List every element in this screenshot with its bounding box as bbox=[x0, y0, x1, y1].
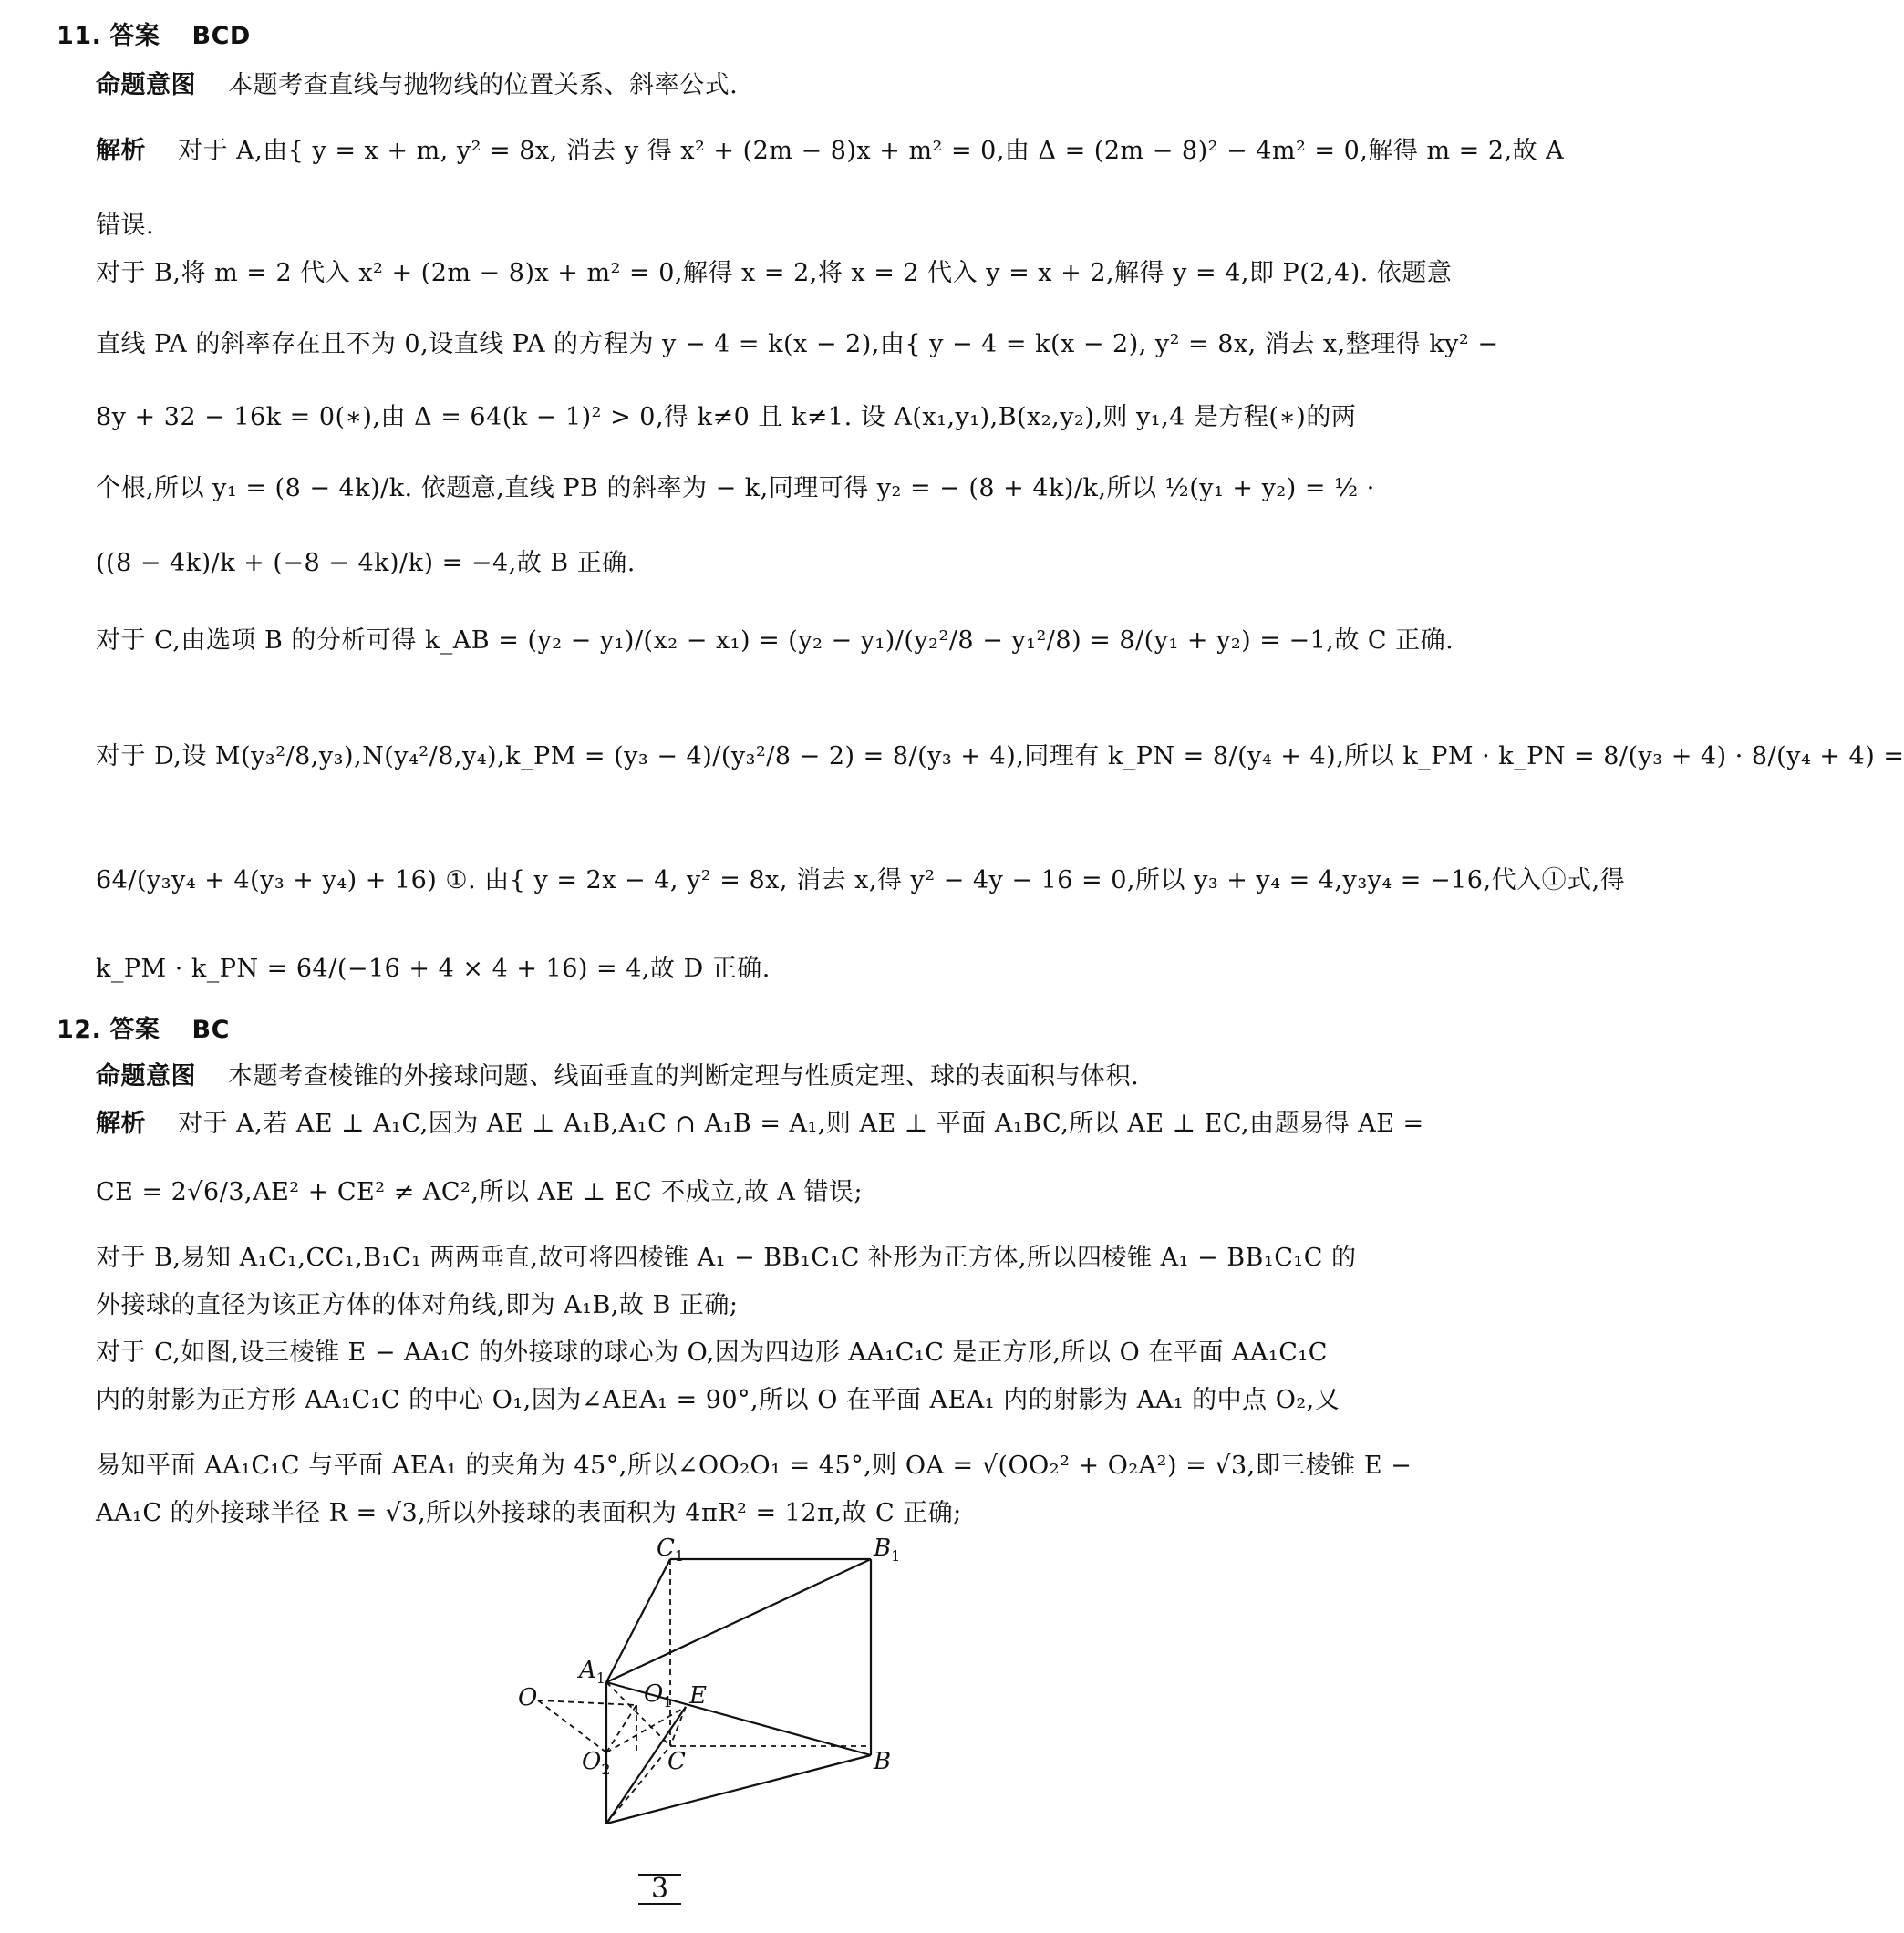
label-o2: $O_2$ bbox=[582, 1748, 611, 1778]
edge-c1-a1 bbox=[606, 1559, 670, 1682]
q11-analysis-label: 解析 bbox=[96, 137, 146, 165]
label-o1: $O_1$ bbox=[644, 1680, 673, 1711]
edge-o-o1 bbox=[538, 1700, 636, 1705]
label-o: O bbox=[518, 1684, 538, 1711]
q12-line-2: CE = 2√6/3,AE² + CE² ≠ AC²,所以 AE ⊥ EC 不成立,故 A 错误; bbox=[96, 1178, 864, 1206]
q12-intent: 本题考查棱锥的外接球问题、线面垂直的判断定理与性质定理、球的表面积与体积. bbox=[228, 1062, 1140, 1091]
label-b1: $B_1$ bbox=[874, 1535, 901, 1565]
q11-line-10: 64/(y₃y₄ + 4(y₃ + y₄) + 16) ①. 由{ y = 2x − 4, y² = 8x, 消去 x,得 y² − 4y − 16 = 0,所以 y₃ + y₄ = 4,y₃y₄ = −16,代入①式,得 bbox=[96, 866, 1626, 894]
q11-number: 11. bbox=[57, 22, 102, 50]
q11-line-11: k_PM · k_PN = 64/(−16 + 4 × 4 + 16) = 4,故 D 正确. bbox=[96, 955, 771, 983]
q11-line-6: 个根,所以 y₁ = (8 − 4k)/k. 依题意,直线 PB 的斜率为 − k,同理可得 y₂ = − (8 + 4k)/k,所以 ½(y₁ + y₂) = ½ · bbox=[96, 474, 1375, 502]
q12-line-8: AA₁C 的外接球半径 R = √3,所以外接球的表面积为 4πR² = 12π,故 C 正确; bbox=[96, 1499, 962, 1527]
q11-line-8: 对于 C,由选项 B 的分析可得 k_AB = (y₂ − y₁)/(x₂ − x₁) = (y₂ − y₁)/(y₂²/8 − y₁²/8) = 8/(y₁ + y₂) = −1,故 C 正确. bbox=[96, 626, 1454, 655]
q11-line-3: 对于 B,将 m = 2 代入 x² + (2m − 8)x + m² = 0,解得 x = 2,将 x = 2 代入 y = x + 2,解得 y = 4,即 P(2,4). 依题意 bbox=[96, 259, 1453, 287]
q11-intent-row bbox=[96, 69, 1318, 102]
q12-intent-label: 命题意图 bbox=[96, 1062, 196, 1091]
label-b: B bbox=[874, 1748, 892, 1775]
q12-header bbox=[57, 1014, 1278, 1047]
q12-line-7: 易知平面 AA₁C₁C 与平面 AEA₁ 的夹角为 45°,所以∠OO₂O₁ = 45°,则 OA = √(OO₂² + O₂A²) = √3,即三棱锥 E − bbox=[96, 1452, 1412, 1480]
q11-header bbox=[57, 20, 1278, 53]
geometry-figure bbox=[511, 1535, 912, 1842]
q11-line-5: 8y + 32 − 16k = 0(∗),由 Δ = 64(k − 1)² > 0,得 k≠0 且 k≠1. 设 A(x₁,y₁),B(x₂,y₂),则 y₁,4 是方程(∗)的两 bbox=[96, 403, 1357, 431]
edge-a-c bbox=[606, 1746, 670, 1824]
q11-line-4: 直线 PA 的斜率存在且不为 0,设直线 PA 的方程为 y − 4 = k(x − 2),由{ y − 4 = k(x − 2), y² = 8x, 消去 x,整理得 ky² − bbox=[96, 330, 1499, 358]
edge-b1-a1 bbox=[606, 1559, 871, 1682]
q12-line-6: 内的射影为正方形 AA₁C₁C 的中心 O₁,因为∠AEA₁ = 90°,所以 O 在平面 AEA₁ 内的射影为 AA₁ 的中点 O₂,又 bbox=[96, 1386, 1340, 1414]
q12-line-4: 外接球的直径为该正方体的体对角线,即为 A₁B,故 B 正确; bbox=[96, 1291, 739, 1319]
q12-answer: BC bbox=[191, 1016, 230, 1044]
label-c1: $C_1$ bbox=[657, 1535, 685, 1565]
q11-answer-label: 答案 bbox=[109, 22, 160, 50]
q11-line-1: 解析 对于 A,由{ y = x + m, y² = 8x, 消去 y 得 x² + (2m − 8)x + m² = 0,由 Δ = (2m − 8)² − 4m² = 0,解得 m = 2,故 A bbox=[96, 137, 1565, 165]
label-e: E bbox=[689, 1682, 707, 1710]
q11-line-9: 对于 D,设 M(y₃²/8,y₃),N(y₄²/8,y₄),k_PM = (y₃ − 4)/(y₃²/8 − 2) = 8/(y₃ + 4),同理有 k_PN = 8/(y₄ + 4),所以 k_PM · k_PN = 8/(y₃ + 4) · 8/(y₄ + 4) = bbox=[96, 742, 1904, 770]
q11-intent: 本题考查直线与抛物线的位置关系、斜率公式. bbox=[228, 71, 739, 99]
q11-line-7: ((8 − 4k)/k + (−8 − 4k)/k) = −4,故 B 正确. bbox=[96, 549, 636, 577]
q12-analysis-label: 解析 bbox=[96, 1110, 146, 1138]
label-a1: $A_1$ bbox=[579, 1657, 605, 1687]
edge-o2-o1 bbox=[606, 1705, 636, 1752]
edge-o-o2 bbox=[538, 1700, 606, 1752]
q12-line-3: 对于 B,易知 A₁C₁,CC₁,B₁C₁ 两两垂直,故可将四棱锥 A₁ − BB₁C₁C 补形为正方体,所以四棱锥 A₁ − BB₁C₁C 的 bbox=[96, 1244, 1357, 1272]
q11-intent-label: 命题意图 bbox=[96, 71, 196, 99]
page-number: 3 bbox=[638, 1874, 681, 1905]
q12-intent-row bbox=[96, 1060, 1318, 1093]
label-c: C bbox=[667, 1748, 686, 1775]
q11-answer: BCD bbox=[191, 22, 251, 50]
q12-line-5: 对于 C,如图,设三棱锥 E − AA₁C 的外接球的球心为 O,因为四边形 AA₁C₁C 是正方形,所以 O 在平面 AA₁C₁C bbox=[96, 1339, 1328, 1367]
q12-line-1: 解析 对于 A,若 AE ⊥ A₁C,因为 AE ⊥ A₁B,A₁C ∩ A₁B = A₁,则 AE ⊥ 平面 A₁BC,所以 AE ⊥ EC,由题易得 AE = bbox=[96, 1110, 1424, 1138]
q12-number: 12. bbox=[57, 1016, 102, 1044]
q11-line-2: 错误. bbox=[96, 212, 155, 240]
q12-answer-label: 答案 bbox=[109, 1016, 160, 1044]
